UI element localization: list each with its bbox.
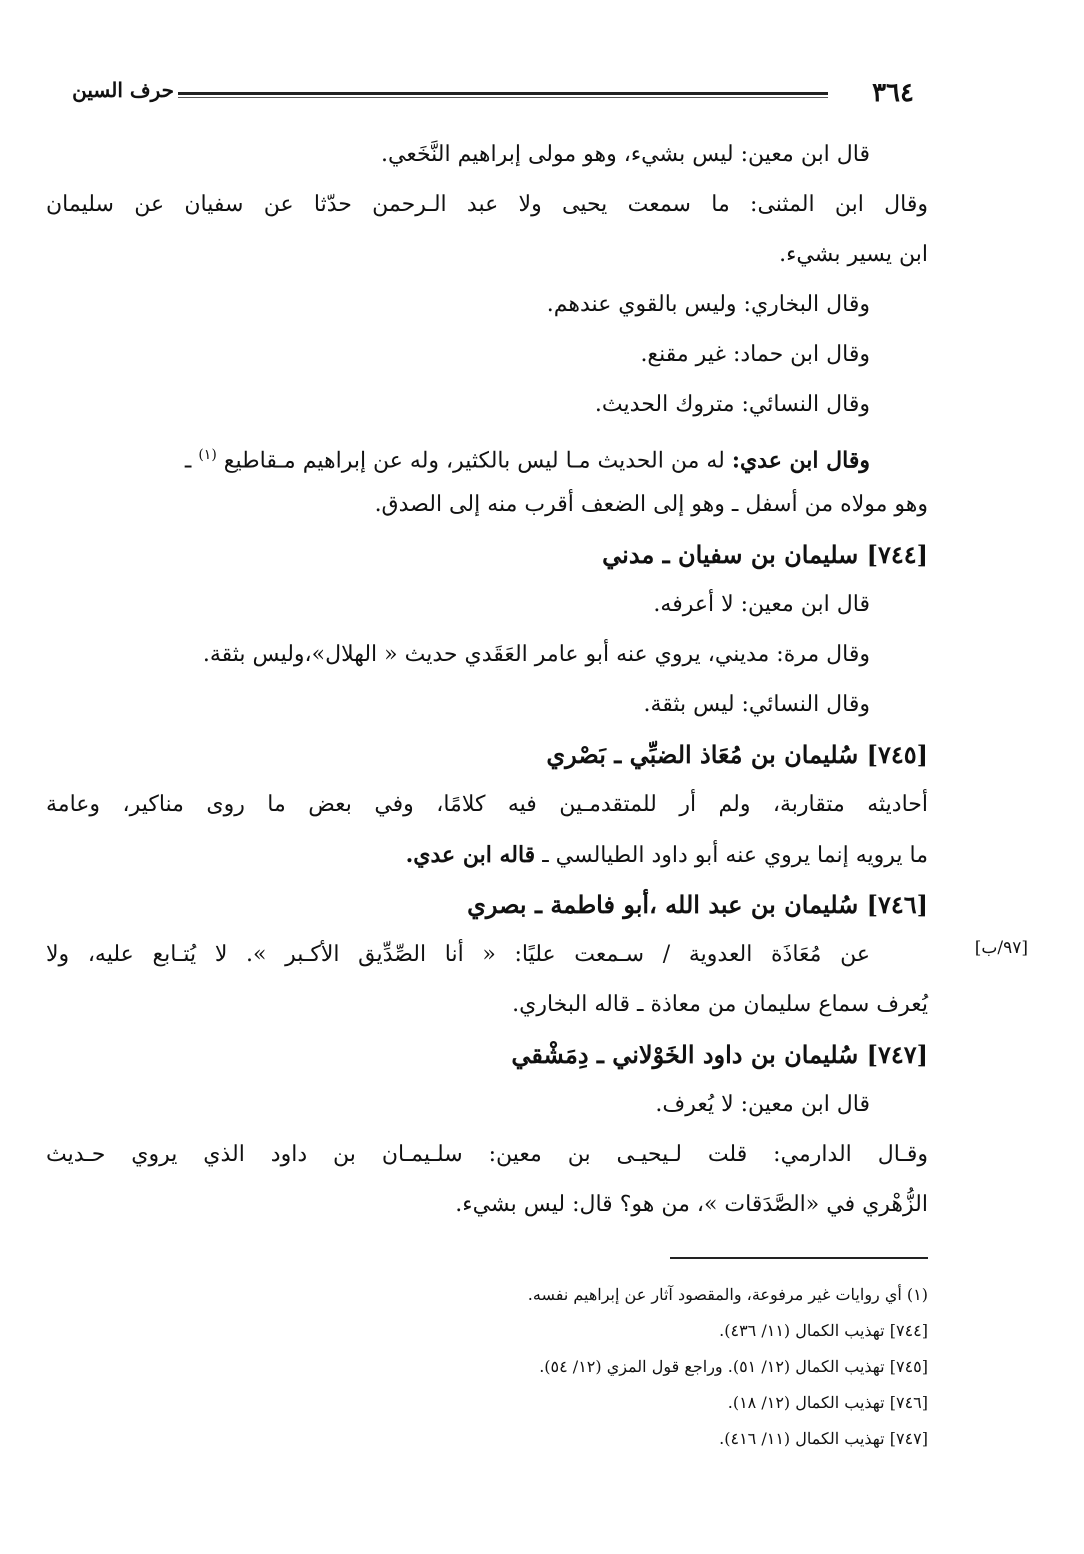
header-rule <box>178 92 828 95</box>
body-line <box>406 840 928 872</box>
body-line: وقـال الدارمي: قلت لـيحيـى بن معين: سلـيمـان بن داود الذي يروي حـديث <box>46 1142 928 1167</box>
footnote: [٧٤٧] تهذيب الكمال (١١/ ٤١٦). <box>719 1429 928 1448</box>
body-line: وقال ابن المثنى: ما سمعت يحيى ولا عبد الـرحمن حدّثا عن سفيان عن سليمان <box>46 192 928 217</box>
body-line: وقال النسائي: ليس بثقة. <box>643 692 870 717</box>
bold-phrase: قاله ابن عدي. <box>405 842 536 868</box>
body-line: ابن يسير بشيء. <box>779 242 928 267</box>
entry-heading-745: [٧٤٥] سُليمان بن مُعَاذ الضبِّي ـ بَصْري <box>546 740 928 769</box>
body-line: قال ابن معين: لا يُعرف. <box>655 1092 870 1117</box>
body-line <box>185 440 870 472</box>
body-line: عن مُعَاذَة العدوية / سـمعت عليًا: « أنا الصِّدِّيق الأكـبر ». لا يُتـابع عليه، ولا <box>46 942 870 967</box>
line-text: ما يرويه إنما يروي عنه أبو داود الطيالسي ـ <box>542 843 928 868</box>
footnote: [٧٤٦] تهذيب الكمال (١٢/ ١٨). <box>727 1393 928 1412</box>
page-number: ٣٦٤ <box>872 78 914 108</box>
entry-heading-744: [٧٤٤] سليمان بن سفيان ـ مدني <box>602 540 928 569</box>
body-line: قال ابن معين: لا أعرفه. <box>653 592 870 617</box>
body-line: وهو مولاه من أسفل ـ وهو إلى الضعف أقرب منه إلى الصدق. <box>374 492 928 517</box>
entry-heading-746: [٧٤٦] سُليمان بن عبد الله ،أبو فاطمة ـ بصري <box>467 890 928 919</box>
footnote-marker: (١) <box>198 447 217 463</box>
footnote-rule <box>670 1257 928 1259</box>
footnote: [٧٤٤] تهذيب الكمال (١١/ ٤٣٦). <box>719 1321 928 1340</box>
body-line: قال ابن معين: ليس بشيء، وهو مولى إبراهيم النَّخَعي. <box>381 142 870 167</box>
body-line: أحاديثه متقاربة، ولم أر للمتقدمـين فيه كلامًا، وفي بعض ما روى مناكير، وعامة <box>46 792 928 817</box>
footnote: [٧٤٥] تهذيب الكمال (١٢/ ٥١). وراجع قول المزي (١٢/ ٥٤). <box>539 1357 928 1376</box>
chapter-title: حرف السين <box>72 78 174 102</box>
body-line: الزُّهْري في «الصَّدَقات »، من هو؟ قال: ليس بشيء. <box>455 1192 928 1217</box>
line-text: له من الحديث مـا ليس بالكثير، وله عن إبراهيم مـقاطيع <box>223 448 725 474</box>
body-line: وقال النسائي: متروك الحديث. <box>594 392 870 417</box>
entry-heading-747: [٧٤٧] سُليمان بن داود الخَوْلاني ـ دِمَشْقي <box>511 1040 928 1069</box>
folio-margin-note: [٩٧/ب] <box>974 938 1028 958</box>
footnote: (١) أي روايات غير مرفوعة، والمقصود آثار عن إبراهيم نفسه. <box>527 1285 928 1304</box>
dash: ـ <box>184 448 192 474</box>
body-line: يُعرف سماع سليمان من معاذة ـ قاله البخاري. <box>512 992 928 1017</box>
bold-phrase: وقال ابن عدي: <box>731 447 870 474</box>
body-line: وقال ابن حماد: غير مقنع. <box>640 342 870 367</box>
body-line: وقال مرة: مديني، يروي عنه أبو عامر العَقَدي حديث « الهلال»،وليس بثقة. <box>202 642 870 667</box>
body-line: وقال البخاري: وليس بالقوي عندهم. <box>546 292 870 317</box>
